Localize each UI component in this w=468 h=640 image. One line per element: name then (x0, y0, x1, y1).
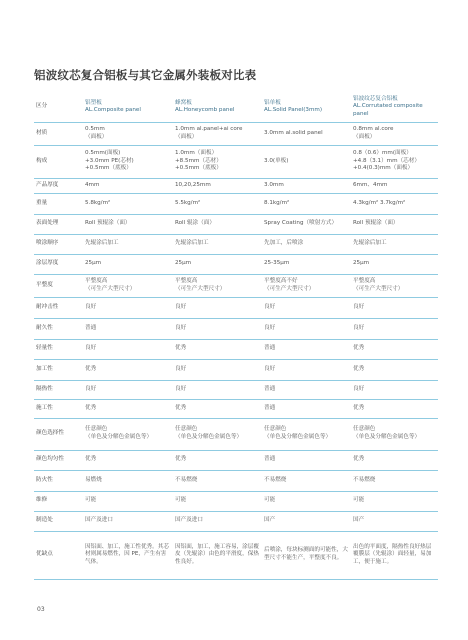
header-cell-product: 蜂窝板 AL.Honeycomb panel (172, 93, 261, 122)
table-cell: 平整度高不好 （可生产大型尺寸） (261, 274, 350, 297)
table-cell: 不易燃烧 (172, 470, 261, 491)
header-cell-product: 铝塑板 AL.Composite panel (82, 93, 172, 122)
table-cell: 后喷涂，每块标测面的可能性，大型尺寸不能生产，平整度不良。 (261, 531, 350, 579)
table-cell: 先加工，后喷涂 (261, 234, 350, 254)
table-cell: 良好 (82, 339, 172, 359)
table-cell: 25μm (172, 254, 261, 274)
table-cell: 25μm (82, 254, 172, 274)
row-label: 隔热性 (34, 380, 82, 399)
table-cell: 国产及进口 (172, 511, 261, 531)
table-row (34, 339, 438, 359)
table-cell: 1.0mm（面板） +8.5mm（芯材） +0.5mm（底板） (172, 145, 261, 178)
row-label: 产品厚度 (34, 178, 82, 193)
comparison-table (34, 93, 438, 580)
table-header (34, 93, 438, 122)
table-row (34, 531, 438, 579)
table-row (34, 380, 438, 399)
table-row (34, 470, 438, 491)
row-label: 维修 (34, 491, 82, 511)
table-cell: 良好 (172, 297, 261, 318)
table-cell: 国产 (350, 511, 438, 531)
table-cell: 先辊涂后加工 (172, 234, 261, 254)
table-row (34, 359, 438, 380)
page-number: 03 (37, 606, 45, 613)
table-cell: 良好 (261, 297, 350, 318)
table-cell: 3.0(单板) (261, 145, 350, 178)
row-label: 平整度 (34, 274, 82, 297)
table-row (34, 399, 438, 418)
table-cell: 平整度高 （可生产大型尺寸） (82, 274, 172, 297)
table-cell: 优秀 (172, 339, 261, 359)
row-label: 颜色均匀性 (34, 450, 82, 470)
table-cell: 优秀 (350, 399, 438, 418)
table-cell: Spray Coating（喷射方式） (261, 214, 350, 234)
header-row (34, 93, 438, 122)
table-cell: 6mm、4mm (350, 178, 438, 193)
table-row (34, 511, 438, 531)
table-cell: 5.5kg/m² (172, 193, 261, 214)
table-cell: 可能 (172, 491, 261, 511)
table-cell: 良好 (82, 297, 172, 318)
table-cell: 良好 (350, 297, 438, 318)
table-cell: Roll 预辊涂（面） (82, 214, 172, 234)
table-cell: 良好 (350, 318, 438, 339)
table-cell: 0.5mm （面板） (82, 122, 172, 145)
table-row (34, 122, 438, 145)
table-cell: 良好 (350, 380, 438, 399)
table-cell: Roll 预辊涂（面） (350, 214, 438, 234)
row-label: 重量 (34, 193, 82, 214)
table-row (34, 297, 438, 318)
table-cell: 1.0mm al.panel+ai core （面板） (172, 122, 261, 145)
header-cell-product: 铝波纹芯复合铝板 AL.Corrutated composite panel (350, 93, 438, 122)
row-label: 颜色选择性 (34, 418, 82, 450)
table-cell: 良好 (172, 380, 261, 399)
table-cell: 任意颜色 （单色及分解色金属色等） (350, 418, 438, 450)
header-cell-product: 铝单板 AL.Solid Panel(3mm) (261, 93, 350, 122)
table-cell: 5.8kg/m² (82, 193, 172, 214)
table-row (34, 254, 438, 274)
table-cell: 良好 (82, 380, 172, 399)
table-cell: 普通 (261, 450, 350, 470)
row-label: 制造处 (34, 511, 82, 531)
table-cell: 因铝面，加工，施工容易，涂层覆皮（先辊涂）由色的平滑度，保热性良好。 (172, 531, 261, 579)
header-cell-category: 区分 (34, 93, 82, 122)
table-cell: 普通 (82, 318, 172, 339)
table-cell: 国产及进口 (82, 511, 172, 531)
table-cell: 25μm (350, 254, 438, 274)
table-cell: 平整度高 （可生产大型尺寸） (350, 274, 438, 297)
table-cell: 良好 (261, 318, 350, 339)
table-cell: 先辊涂后加工 (350, 234, 438, 254)
table-cell: 任意颜色 （单色及分解色金属色等） (172, 418, 261, 450)
table-row (34, 178, 438, 193)
table-cell: 0.8mm al.core （面板） (350, 122, 438, 145)
table-cell: 4.3kg/m² 3.7kg/m² (350, 193, 438, 214)
row-label: 施工性 (34, 399, 82, 418)
table-cell: 不易燃烧 (350, 470, 438, 491)
table-row (34, 450, 438, 470)
table-cell: 3.0mm (261, 178, 350, 193)
table-cell: 0.5mm(面板) +3.0mm PE(芯材) +0.5mm（底板） (82, 145, 172, 178)
table-cell: 25-35μm (261, 254, 350, 274)
table-cell: 平整度高 （可生产大型尺寸） (172, 274, 261, 297)
table-cell: 优秀 (350, 339, 438, 359)
table-row (34, 274, 438, 297)
table-cell: 因铝面、加工，施工性优秀。其芯材则属易燃性，因 PE，产生有害气体。 (82, 531, 172, 579)
table-cell: 先辊涂后加工 (82, 234, 172, 254)
table-cell: 良好 (261, 359, 350, 380)
table-cell: 优秀 (172, 399, 261, 418)
table-row (34, 491, 438, 511)
table-cell: Roll 辊涂（面） (172, 214, 261, 234)
table-cell: 可能 (350, 491, 438, 511)
table-cell: 0.8（0.6）mm(面板） +4.8（3.1）mm（芯材） +0.4(0.3)mm（面板） (350, 145, 438, 178)
row-label: 涂层厚度 (34, 254, 82, 274)
table-cell: 8.1kg/m² (261, 193, 350, 214)
table-cell: 易燃烧 (82, 470, 172, 491)
table-cell: 国产 (261, 511, 350, 531)
table-row (34, 145, 438, 178)
table-cell: 优秀 (82, 399, 172, 418)
table-body (34, 122, 438, 579)
table-cell: 普通 (261, 339, 350, 359)
table-cell: 优秀 (350, 450, 438, 470)
row-label: 轻量性 (34, 339, 82, 359)
table-cell: 普通 (261, 399, 350, 418)
table-cell: 优秀 (82, 450, 172, 470)
table-cell: 任意颜色 （单色及分解色金属色等） (261, 418, 350, 450)
row-label: 加工性 (34, 359, 82, 380)
table-row (34, 214, 438, 234)
table-row (34, 193, 438, 214)
table-row (34, 318, 438, 339)
row-label: 防火性 (34, 470, 82, 491)
table-cell: 优秀 (82, 359, 172, 380)
table-cell: 不易燃烧 (261, 470, 350, 491)
table-cell: 普通 (261, 380, 350, 399)
table-cell: 良好 (172, 318, 261, 339)
table-cell: 良好 (172, 359, 261, 380)
row-label: 喷涂顺序 (34, 234, 82, 254)
table-cell: 优秀 (172, 450, 261, 470)
table-cell: 可能 (261, 491, 350, 511)
table-cell: 出色的平面度，隔热性良好热层覆膜层（先辊涂）面轻量，易加工，便于施工。 (350, 531, 438, 579)
table-row (34, 234, 438, 254)
page-title: 铝波纹芯复合铝板与其它金属外装板对比表 (34, 68, 257, 82)
row-label: 材质 (34, 122, 82, 145)
row-label: 表面处理 (34, 214, 82, 234)
table-cell: 优秀 (350, 359, 438, 380)
table-cell: 3.0mm al.solid panel (261, 122, 350, 145)
table-cell: 4mm (82, 178, 172, 193)
row-label: 构成 (34, 145, 82, 178)
row-label: 耐冲击性 (34, 297, 82, 318)
table-cell: 任意颜色 （单色及分解色金属色等） (82, 418, 172, 450)
table-row (34, 418, 438, 450)
table-cell: 10,20,25mm (172, 178, 261, 193)
table-cell: 可能 (82, 491, 172, 511)
row-label: 优缺点 (34, 531, 82, 579)
row-label: 耐久性 (34, 318, 82, 339)
